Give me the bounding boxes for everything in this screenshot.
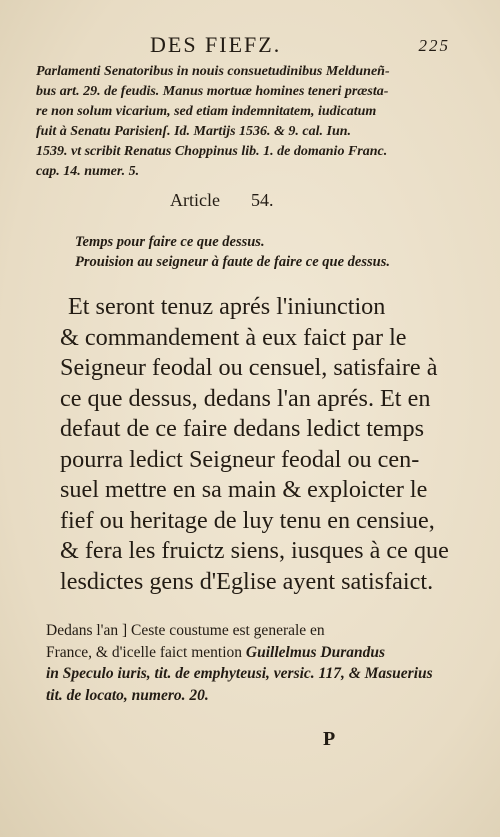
- annotation-line: tit. de locato, numero. 20.: [46, 686, 209, 704]
- note-line: cap. 14. numer. 5.: [36, 164, 140, 179]
- body-line: suel mettre en sa main & exploicter le: [60, 476, 428, 503]
- article-number: 54.: [250, 190, 274, 210]
- note-line: Parlamenti Senatoribus in nouis consuetudinibus Melduneñ-: [36, 64, 390, 79]
- note-line: fuit à Senatu Parisienſ. Id. Martijs 1536. & 9. cal. Iun.: [36, 124, 352, 139]
- top-latin-note: [36, 62, 436, 182]
- body-line: & fera les fruictz siens, iusques à ce que: [60, 537, 449, 564]
- article-heading: [170, 190, 273, 211]
- body-line: ce que dessus, dedans l'an aprés. Et en: [60, 384, 431, 412]
- article-summary: [75, 232, 390, 272]
- article-body: [60, 292, 470, 597]
- annotation: [46, 620, 456, 706]
- summary-line: Temps pour faire ce que dessus.: [75, 234, 265, 250]
- note-line: bus art. 29. de feudis. Manus mortuæ homines teneri præsta-: [36, 84, 389, 99]
- body-line: pourra ledict Seigneur feodal ou cen-: [60, 445, 420, 473]
- body-line: defaut de ce faire dedans ledict temps: [60, 415, 424, 442]
- signature-mark: P: [323, 728, 336, 750]
- page-number: 225: [418, 36, 450, 55]
- annotation-line: in Speculo iuris, tit. de emphyteusi, versic. 117, & Masuerius: [46, 665, 433, 682]
- body-line: fief ou heritage de luy tenu en censiue,: [60, 506, 435, 534]
- annotation-author: Guillelmus Durandus: [245, 643, 386, 661]
- body-line: Et seront tenuz aprés l'iniunction: [68, 293, 386, 320]
- annotation-line: [46, 642, 456, 664]
- body-line: & commandement à eux faict par le: [60, 323, 407, 351]
- annotation-text: France, & d'icelle faict mention: [46, 643, 246, 661]
- summary-line: Prouision au seigneur à faute de faire ce que dessus.: [75, 254, 390, 270]
- running-head-title: DES FIEFZ.: [150, 32, 282, 57]
- body-line: lesdictes gens d'Eglise ayent satisfaict.: [60, 567, 434, 595]
- article-label: Article: [170, 190, 220, 210]
- body-line: Seigneur feodal ou censuel, satisfaire à: [60, 354, 438, 381]
- note-line: re non solum vicarium, sed etiam indemnitatem, iudicatum: [36, 104, 377, 119]
- annotation-line: Dedans l'an ] Ceste coustume est generale en: [46, 622, 325, 639]
- note-line: 1539. vt scribit Renatus Choppinus lib. 1. de domanio Franc.: [36, 144, 388, 159]
